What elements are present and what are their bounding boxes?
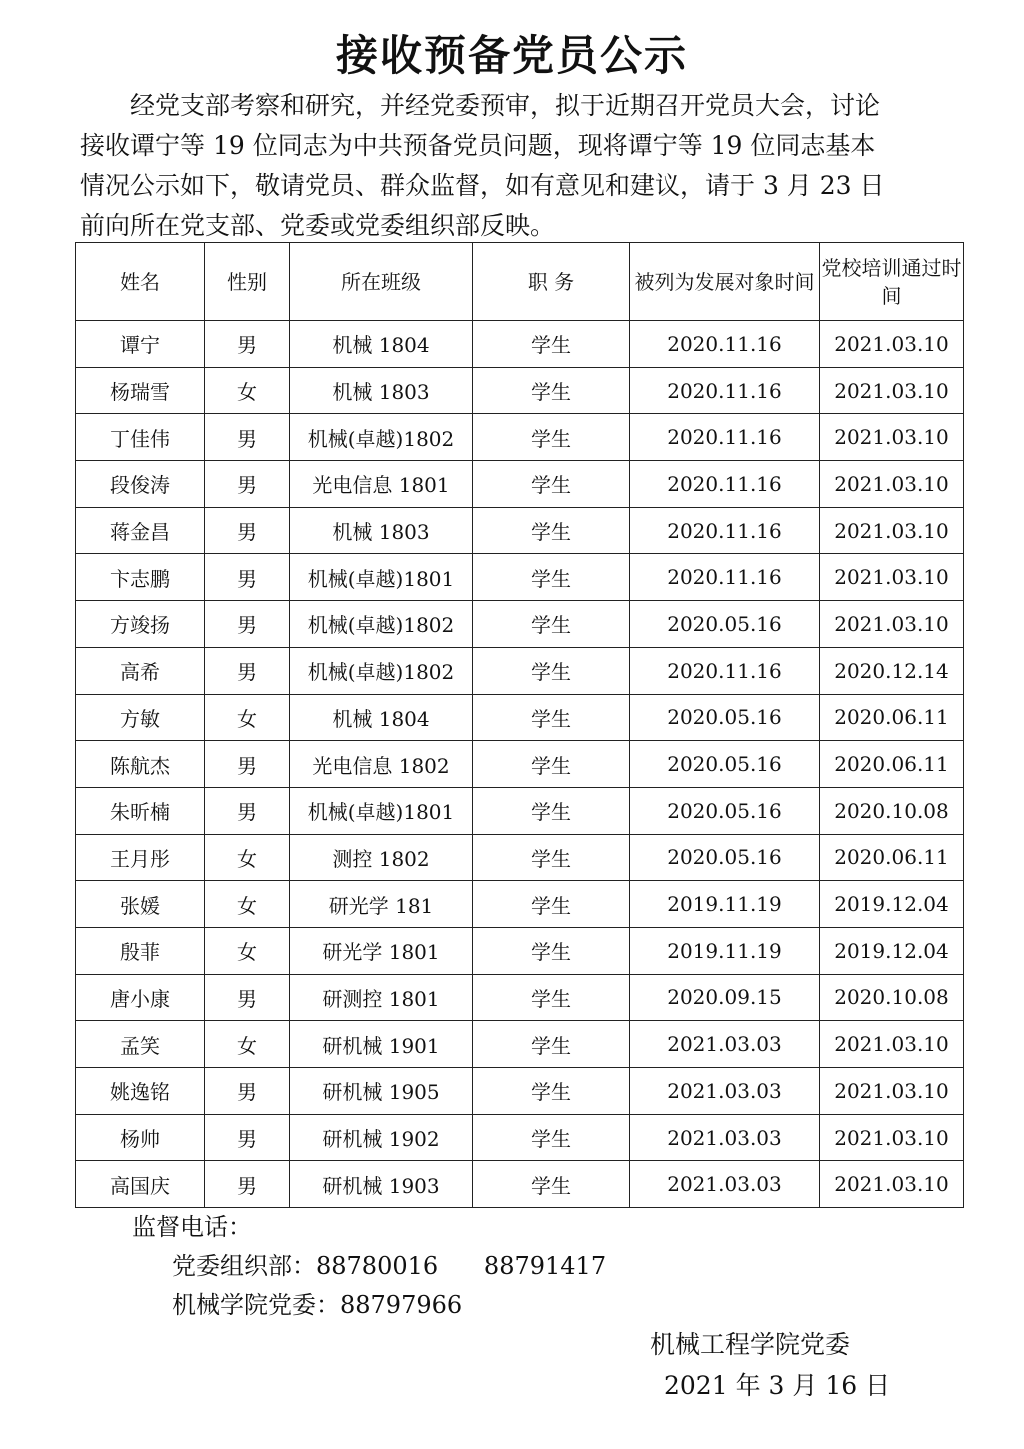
- cell-training-date: 2021.03.10: [820, 1161, 964, 1208]
- cell-position: 学生: [473, 461, 630, 508]
- cell-name: 方敏: [76, 694, 205, 741]
- cell-training-date: 2019.12.04: [820, 927, 964, 974]
- cell-position: 学生: [473, 741, 630, 788]
- cell-class: 机械 1804: [290, 321, 473, 368]
- cell-gender: 男: [205, 1068, 290, 1115]
- cell-gender: 男: [205, 554, 290, 601]
- cell-position: 学生: [473, 367, 630, 414]
- cell-training-date: 2021.03.10: [820, 1114, 964, 1161]
- header-class: 所在班级: [290, 243, 473, 321]
- cell-position: 学生: [473, 414, 630, 461]
- cell-name: 段俊涛: [76, 461, 205, 508]
- cell-name: 高希: [76, 647, 205, 694]
- cell-name: 殷菲: [76, 927, 205, 974]
- cell-training-date: 2021.03.10: [820, 1021, 964, 1068]
- cell-training-date: 2020.12.14: [820, 647, 964, 694]
- contact-org-dept: 党委组织部：88780016 88791417: [172, 1252, 607, 1280]
- cell-gender: 女: [205, 834, 290, 881]
- cell-class: 研机械 1902: [290, 1114, 473, 1161]
- cell-class: 研光学 181: [290, 881, 473, 928]
- table-row: [76, 321, 964, 368]
- cell-development-date: 2020.11.16: [630, 461, 820, 508]
- cell-name: 杨帅: [76, 1114, 205, 1161]
- page-title: 接收预备党员公示: [335, 31, 688, 80]
- cell-class: 光电信息 1801: [290, 461, 473, 508]
- cell-name: 朱昕楠: [76, 787, 205, 834]
- cell-development-date: 2020.11.16: [630, 647, 820, 694]
- cell-development-date: 2021.03.03: [630, 1068, 820, 1115]
- cell-training-date: 2021.03.10: [820, 414, 964, 461]
- table-row: [76, 974, 964, 1021]
- cell-class: 光电信息 1802: [290, 741, 473, 788]
- table-row: [76, 1021, 964, 1068]
- cell-development-date: 2020.05.16: [630, 834, 820, 881]
- table-row: [76, 414, 964, 461]
- cell-name: 王月彤: [76, 834, 205, 881]
- table-row: [76, 694, 964, 741]
- cell-class: 机械(卓越)1802: [290, 647, 473, 694]
- cell-position: 学生: [473, 1114, 630, 1161]
- cell-name: 卞志鹏: [76, 554, 205, 601]
- cell-gender: 男: [205, 1161, 290, 1208]
- cell-position: 学生: [473, 1161, 630, 1208]
- cell-gender: 男: [205, 507, 290, 554]
- cell-development-date: 2020.11.16: [630, 367, 820, 414]
- cell-gender: 男: [205, 647, 290, 694]
- header-name: 姓名: [76, 243, 205, 321]
- cell-training-date: 2021.03.10: [820, 554, 964, 601]
- cell-position: 学生: [473, 647, 630, 694]
- cell-name: 杨瑞雪: [76, 367, 205, 414]
- table-row: [76, 1161, 964, 1208]
- table-row: [76, 927, 964, 974]
- header-position: 职 务: [473, 243, 630, 321]
- contact-college: 机械学院党委：88797966: [172, 1291, 463, 1319]
- cell-class: 机械 1804: [290, 694, 473, 741]
- table-row: [76, 554, 964, 601]
- cell-training-date: 2020.10.08: [820, 974, 964, 1021]
- cell-class: 研测控 1801: [290, 974, 473, 1021]
- cell-position: 学生: [473, 974, 630, 1021]
- cell-development-date: 2020.05.16: [630, 787, 820, 834]
- cell-training-date: 2020.06.11: [820, 834, 964, 881]
- table-row: [76, 881, 964, 928]
- cell-name: 姚逸铭: [76, 1068, 205, 1115]
- cell-class: 研机械 1903: [290, 1161, 473, 1208]
- candidate-table: [75, 242, 964, 1208]
- cell-name: 蒋金昌: [76, 507, 205, 554]
- cell-gender: 男: [205, 974, 290, 1021]
- cell-gender: 女: [205, 881, 290, 928]
- signature-date: 2021 年 3 月 16 日: [664, 1371, 891, 1400]
- table-row: [76, 741, 964, 788]
- cell-development-date: 2020.11.16: [630, 507, 820, 554]
- header-training-date: 党校培训通过时间: [820, 243, 964, 321]
- table-row: [76, 601, 964, 648]
- cell-name: 张媛: [76, 881, 205, 928]
- cell-development-date: 2020.11.16: [630, 321, 820, 368]
- cell-gender: 女: [205, 367, 290, 414]
- contacts-block: [132, 1208, 606, 1325]
- cell-class: 研机械 1905: [290, 1068, 473, 1115]
- cell-training-date: 2021.03.10: [820, 367, 964, 414]
- cell-class: 机械(卓越)1801: [290, 787, 473, 834]
- cell-name: 谭宁: [76, 321, 205, 368]
- cell-position: 学生: [473, 694, 630, 741]
- cell-position: 学生: [473, 1068, 630, 1115]
- cell-position: 学生: [473, 507, 630, 554]
- cell-development-date: 2020.05.16: [630, 601, 820, 648]
- cell-name: 高国庆: [76, 1161, 205, 1208]
- header-development-date: 被列为发展对象时间: [630, 243, 820, 321]
- cell-position: 学生: [473, 834, 630, 881]
- table-header: [76, 243, 964, 321]
- cell-development-date: 2019.11.19: [630, 927, 820, 974]
- cell-training-date: 2021.03.10: [820, 321, 964, 368]
- table-row: [76, 461, 964, 508]
- cell-gender: 男: [205, 601, 290, 648]
- cell-gender: 女: [205, 927, 290, 974]
- cell-class: 机械 1803: [290, 507, 473, 554]
- table-row: [76, 1114, 964, 1161]
- cell-name: 丁佳伟: [76, 414, 205, 461]
- table-row: [76, 787, 964, 834]
- header-row: [76, 243, 964, 321]
- cell-gender: 女: [205, 694, 290, 741]
- cell-training-date: 2021.03.10: [820, 1068, 964, 1115]
- table-row: [76, 1068, 964, 1115]
- cell-class: 机械(卓越)1802: [290, 414, 473, 461]
- cell-position: 学生: [473, 1021, 630, 1068]
- cell-development-date: 2020.11.16: [630, 554, 820, 601]
- cell-position: 学生: [473, 554, 630, 601]
- cell-development-date: 2021.03.03: [630, 1114, 820, 1161]
- cell-position: 学生: [473, 601, 630, 648]
- cell-training-date: 2020.10.08: [820, 787, 964, 834]
- cell-class: 测控 1802: [290, 834, 473, 881]
- cell-gender: 男: [205, 414, 290, 461]
- intro-text: 经党支部考察和研究，并经党委预审，拟于近期召开党员大会，讨论接收谭宁等 19 位同志为中共预备党员问题，现将谭宁等 19 位同志基本情况公示如下，敬请党员、群众监督，如有意见和建议，请于 3 月 23 日前向所在党支部、党委或党委组织部反映。: [80, 91, 885, 240]
- cell-gender: 男: [205, 741, 290, 788]
- cell-class: 研光学 1801: [290, 927, 473, 974]
- intro-paragraph: [80, 86, 900, 246]
- cell-position: 学生: [473, 881, 630, 928]
- cell-development-date: 2019.11.19: [630, 881, 820, 928]
- table-row: [76, 367, 964, 414]
- cell-training-date: 2021.03.10: [820, 507, 964, 554]
- table-body: [76, 321, 964, 1208]
- header-gender: 性别: [205, 243, 290, 321]
- cell-development-date: 2020.11.16: [630, 414, 820, 461]
- cell-class: 机械(卓越)1801: [290, 554, 473, 601]
- table-row: [76, 507, 964, 554]
- table-row: [76, 647, 964, 694]
- cell-class: 研机械 1901: [290, 1021, 473, 1068]
- cell-training-date: 2020.06.11: [820, 741, 964, 788]
- cell-development-date: 2020.05.16: [630, 694, 820, 741]
- cell-position: 学生: [473, 321, 630, 368]
- cell-class: 机械 1803: [290, 367, 473, 414]
- cell-position: 学生: [473, 927, 630, 974]
- table-row: [76, 834, 964, 881]
- contacts-heading: 监督电话：: [132, 1213, 252, 1241]
- cell-training-date: 2019.12.04: [820, 881, 964, 928]
- cell-name: 方竣扬: [76, 601, 205, 648]
- cell-class: 机械(卓越)1802: [290, 601, 473, 648]
- cell-gender: 男: [205, 321, 290, 368]
- cell-gender: 女: [205, 1021, 290, 1068]
- cell-gender: 男: [205, 1114, 290, 1161]
- cell-development-date: 2020.09.15: [630, 974, 820, 1021]
- cell-training-date: 2021.03.10: [820, 461, 964, 508]
- cell-training-date: 2020.06.11: [820, 694, 964, 741]
- cell-development-date: 2021.03.03: [630, 1161, 820, 1208]
- cell-training-date: 2021.03.10: [820, 601, 964, 648]
- cell-name: 陈航杰: [76, 741, 205, 788]
- cell-gender: 男: [205, 787, 290, 834]
- signature-org: 机械工程学院党委: [650, 1330, 851, 1359]
- cell-development-date: 2020.05.16: [630, 741, 820, 788]
- cell-position: 学生: [473, 787, 630, 834]
- cell-development-date: 2021.03.03: [630, 1021, 820, 1068]
- cell-gender: 男: [205, 461, 290, 508]
- cell-name: 孟笑: [76, 1021, 205, 1068]
- cell-name: 唐小康: [76, 974, 205, 1021]
